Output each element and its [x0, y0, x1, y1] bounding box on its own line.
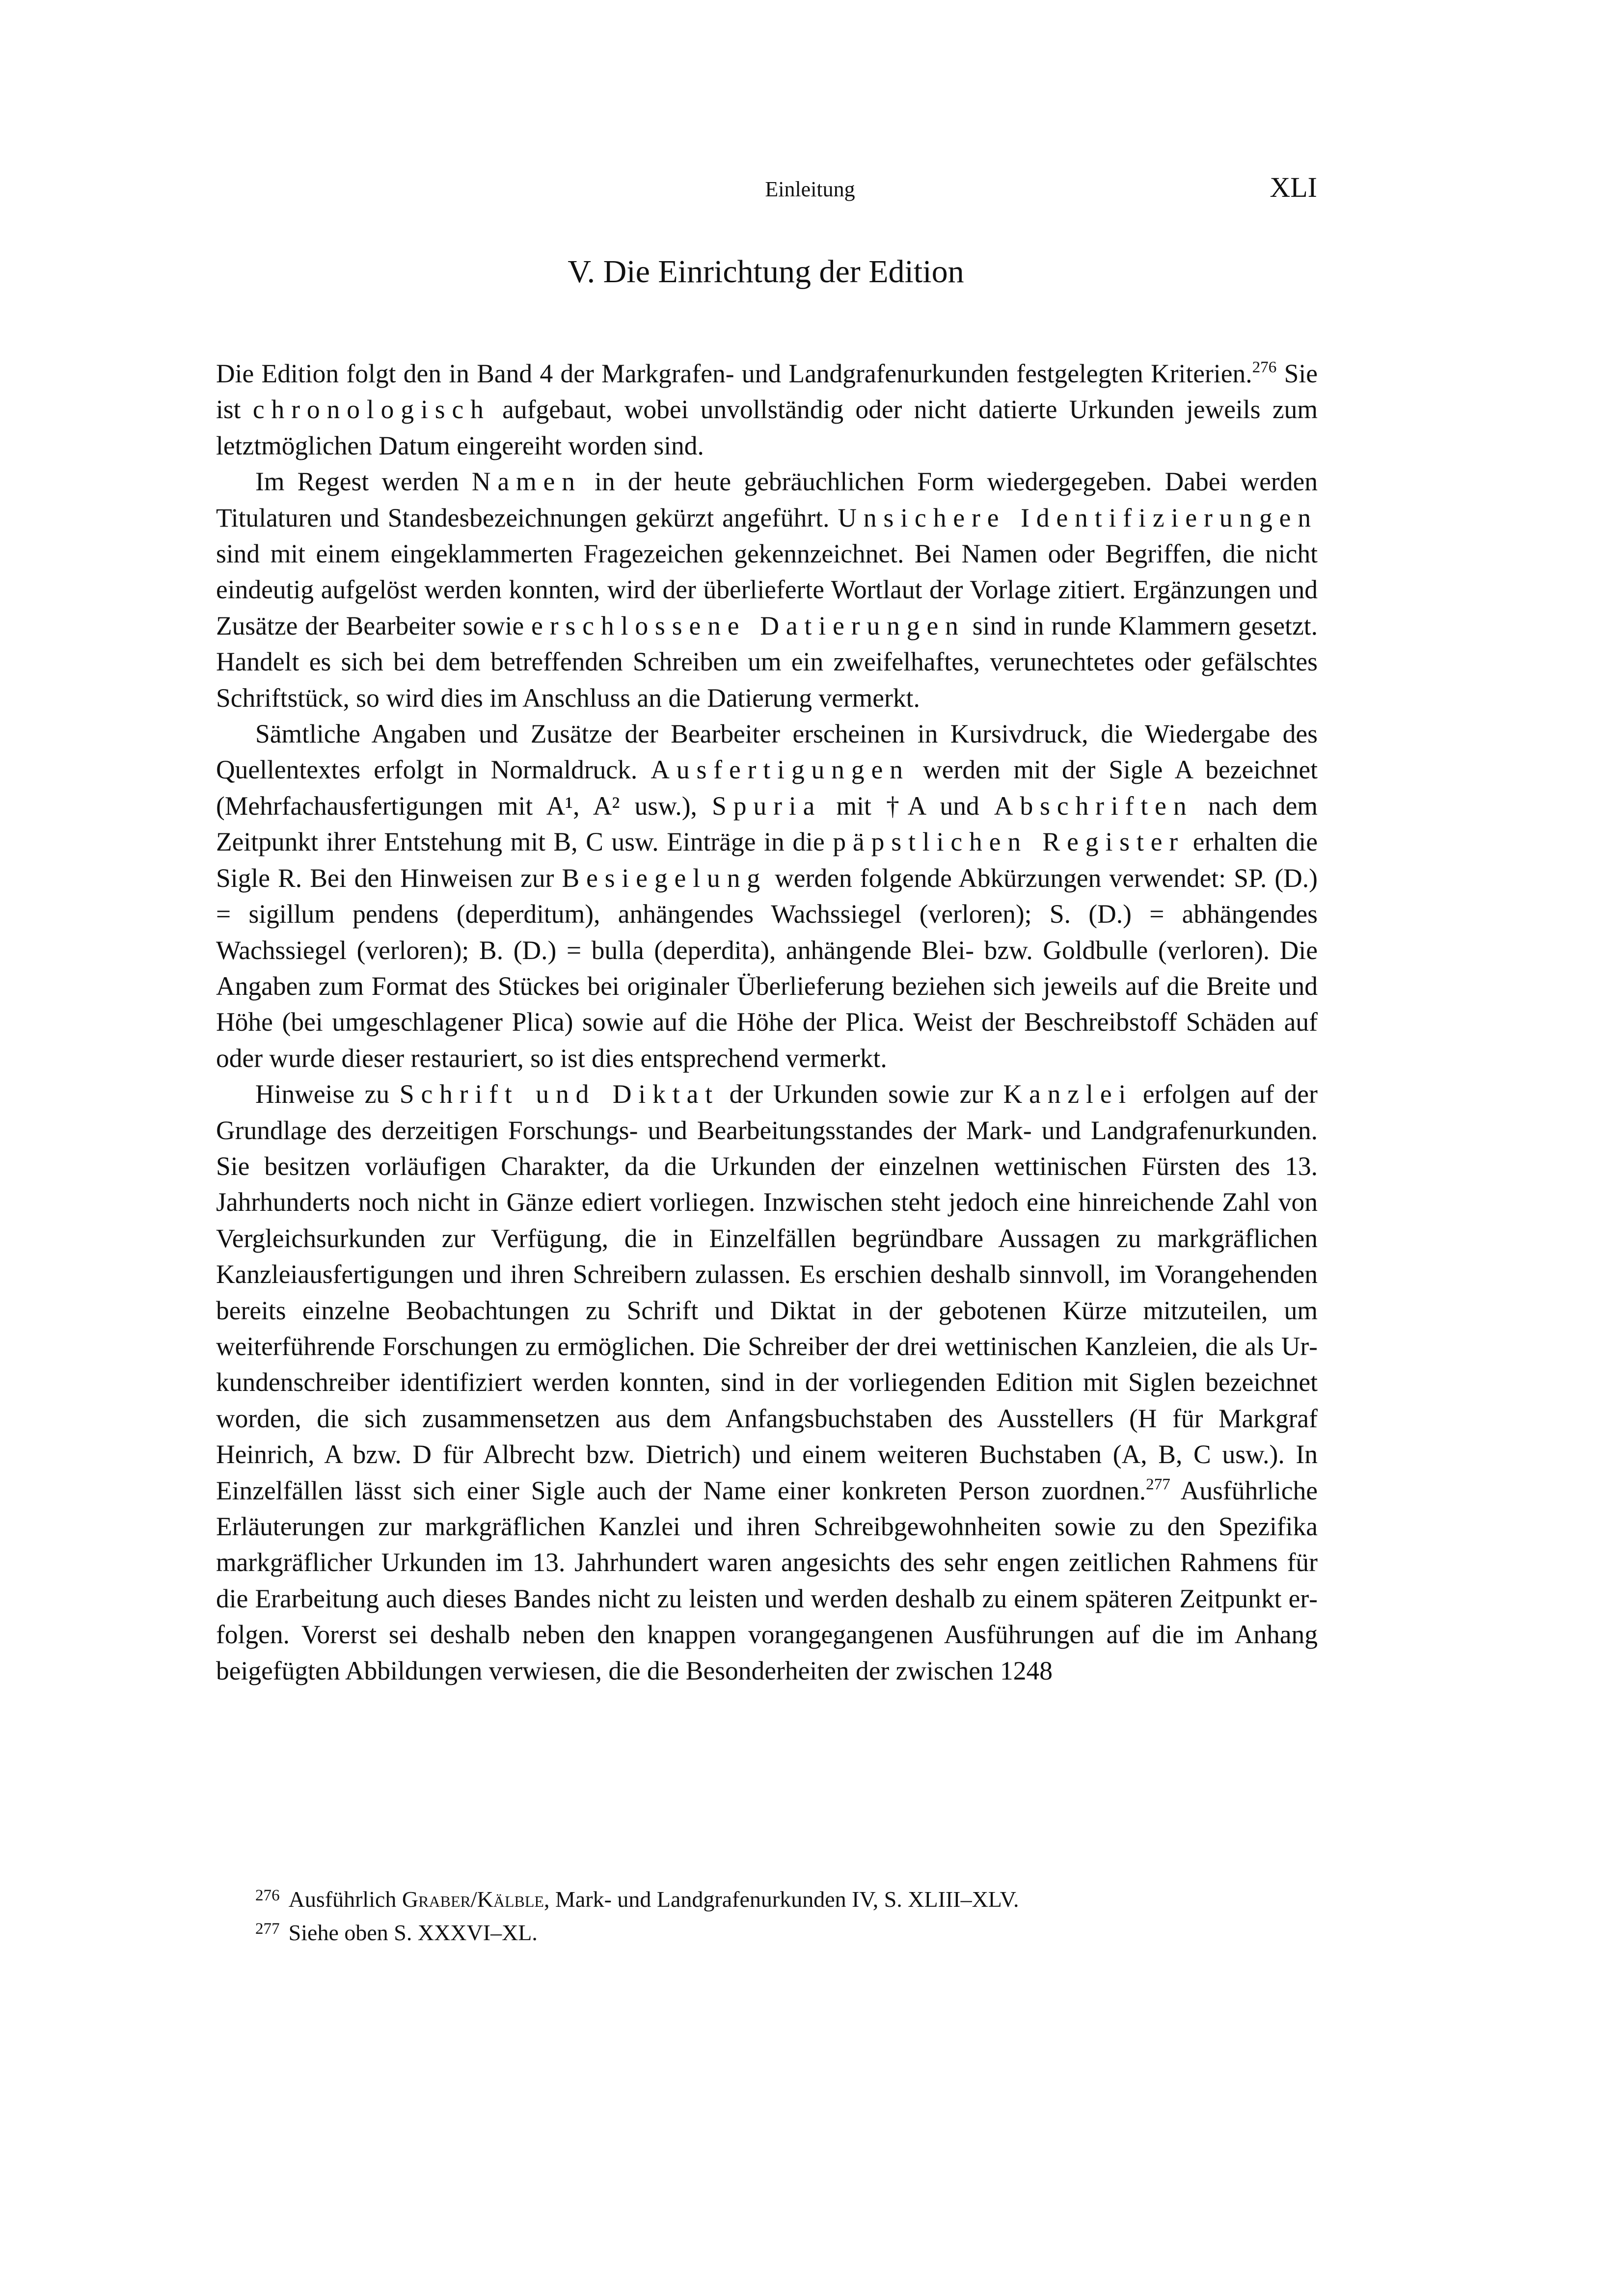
spaced-term: erschlossene Datierungen [531, 611, 965, 641]
text-run: sind mit einem eingeklammerten Fragezeichen gekennzeichnet. Bei Namen oder Begriffen, die nicht eindeutig aufgelöst werden konnten, wird der überlieferte Wortlaut der Vorlage zitiert. Ergänzungen und Zusätze der Bearbeiter sowie [216, 539, 1318, 641]
text-run: erhalten die Sigle R. Bei den Hinweisen zur [216, 827, 1318, 893]
spaced-term: Unsichere Identifizierungen [838, 503, 1318, 533]
paragraph-1 [216, 356, 1318, 464]
footnote-277 [255, 1914, 1316, 1948]
text-run: Hinweise zu [255, 1079, 400, 1109]
text-run: mit †A und [821, 791, 994, 821]
text-run: Sämtliche Angaben und Zusätze der Bearbeiter erscheinen in Kursivdruck, die Wiedergabe des Quellentextes erfolgt in Normaldruck. [216, 719, 1318, 785]
footnote-text: , Mark- und Landgrafenurkunden IV, S. XLIII–XLV. [543, 1887, 1019, 1912]
page-number: XLI [1270, 171, 1317, 203]
footnote-number: 277 [255, 1920, 280, 1938]
text-run: werden mit der Sigle A bezeichnet (Mehrfachausfertigungen mit A¹, A² usw.), [216, 755, 1318, 821]
section-heading: V. Die Einrichtung der Edition [568, 254, 964, 290]
spaced-term: Besiegelung [562, 863, 767, 893]
footnote-number: 276 [255, 1886, 280, 1904]
running-title: Einleitung [765, 177, 855, 201]
text-run: werden folgende Abkürzungen verwendet: SP. (D.) = sigillum pendens (deperditum), anhängendes Wachssiegel (verloren); S. (D.) = abhängendes Wachssiegel (verloren); B. (D.) = bulla (deperdita), anhängende Blei- bzw. Goldbulle (verloren). Die Angaben zum Format des Stückes bei originaler Überlieferung beziehen sich jeweils auf die Breite und Höhe (bei umgeschlagener Plica) sowie auf die Höhe der Plica. Weist der Beschreibstoff Schäden auf oder wurde dieser restauriert, so ist dies entsprechend vermerkt. [216, 863, 1318, 1073]
spaced-term: Kanzlei [1003, 1079, 1133, 1109]
text-run: der Urkunden sowie zur [719, 1079, 1003, 1109]
footnote-ref-277[interactable]: 277 [1146, 1475, 1170, 1494]
text-run: erfolgen auf der Grundlage des derzeitigen Forschungs- und Bearbeitungsstandes der Mark- und Landgrafenurkunden. Sie besitzen vorläufigen Charakter, da die Urkunden der einzelnen wettinischen Fürsten des 13. Jahrhunderts noch nicht in Gänze ediert vorliegen. Inzwischen steht jedoch eine hinreichende Zahl von Vergleichsurkunden zur Verfügung, die in Einzelfällen begründbare Aussagen zu markgräflichen Kanzleiausfertigungen und ihren Schreibern zulassen. Es erschien deshalb sinnvoll, im Vorangehenden bereits einzelne Beobachtungen zu Schrift und Diktat in der gebotenen Kürze mitzuteilen, um weiterführende Forschungen zu ermöglichen. Die Schreiber der drei wettinischen Kanzleien, die als Urkundenschreiber identifiziert werden konnten, sind in der vorliegenden Edition mit Siglen bezeichnet worden, die sich zusammensetzen aus dem Anfangsbuchstaben des Ausstellers (H für Markgraf Heinrich, A bzw. D für Albrecht bzw. Dietrich) und einem weiteren Buchstaben (A, B, C usw.). In Einzelfällen lässt sich einer Sigle auch der Name einer konkreten Person zuordnen. [216, 1079, 1318, 1505]
body-text [216, 356, 1318, 1689]
spaced-term: chronologisch [252, 395, 490, 425]
footnotes [255, 1881, 1316, 1948]
text-run: Sie ist [216, 359, 1318, 425]
spaced-term: Namen [471, 467, 582, 497]
text-run: Die Edition folgt den in Band 4 der Markgrafen- und Landgrafenurkunden festgelegten Kriterien. [216, 359, 1252, 388]
spaced-term: päpstlichen Register [833, 827, 1185, 857]
footnote-authors: Graber/Kälble [402, 1887, 544, 1912]
spaced-term: Ausfertigungen [650, 755, 910, 785]
paragraph-3 [216, 716, 1318, 1076]
footnote-ref-276[interactable]: 276 [1252, 358, 1277, 376]
running-head [0, 171, 1624, 206]
text-run: nach dem Zeitpunkt ihrer Entstehung mit B, C usw. Einträge in die [216, 791, 1318, 857]
text-run: Ausführliche Erläuterungen zur markgräflichen Kanzlei und ihren Schreibgewohnheiten sowie zu den Spezifika markgräflicher Urkunden im 13. Jahrhundert waren angesichts des sehr engen zeitlichen Rahmens für die Erarbeitung auch dieses Bandes nicht zu leisten und werden deshalb zu einem späteren Zeitpunkt erfolgen. Vorerst sei deshalb neben den knappen vorangegangenen Ausführungen auf die im Anhang beigefügten Abbildungen verwiesen, die die Besonderheiten der zwischen 1248 [216, 1475, 1318, 1685]
text-run: sind in runde Klammern gesetzt. Handelt es sich bei dem betreffenden Schreiben um ein zweifelhaftes, verunechtetes oder gefälschtes Schriftstück, so wird dies im Anschluss an die Datierung vermerkt. [216, 611, 1318, 713]
spaced-term: Schrift und Diktat [399, 1079, 720, 1109]
footnote-276 [255, 1881, 1316, 1914]
footnote-text: Siehe oben S. XXXVI–XL. [288, 1920, 538, 1946]
spaced-term: Abschriften [994, 791, 1193, 821]
text-run: in der heute gebräuchlichen Form wiedergegeben. Dabei werden Titulaturen und Standesbezeichnungen gekürzt angeführt. [216, 467, 1318, 533]
paragraph-4 [216, 1076, 1318, 1689]
spaced-term: Spuria [712, 791, 822, 821]
text-run: Im Regest werden [255, 467, 472, 497]
footnote-text: Ausführlich [288, 1887, 402, 1912]
paragraph-2 [216, 464, 1318, 716]
text-run: aufgebaut, wobei unvollständig oder nicht datierte Urkunden jeweils zum letztmöglichen Datum eingereiht worden sind. [216, 395, 1318, 460]
